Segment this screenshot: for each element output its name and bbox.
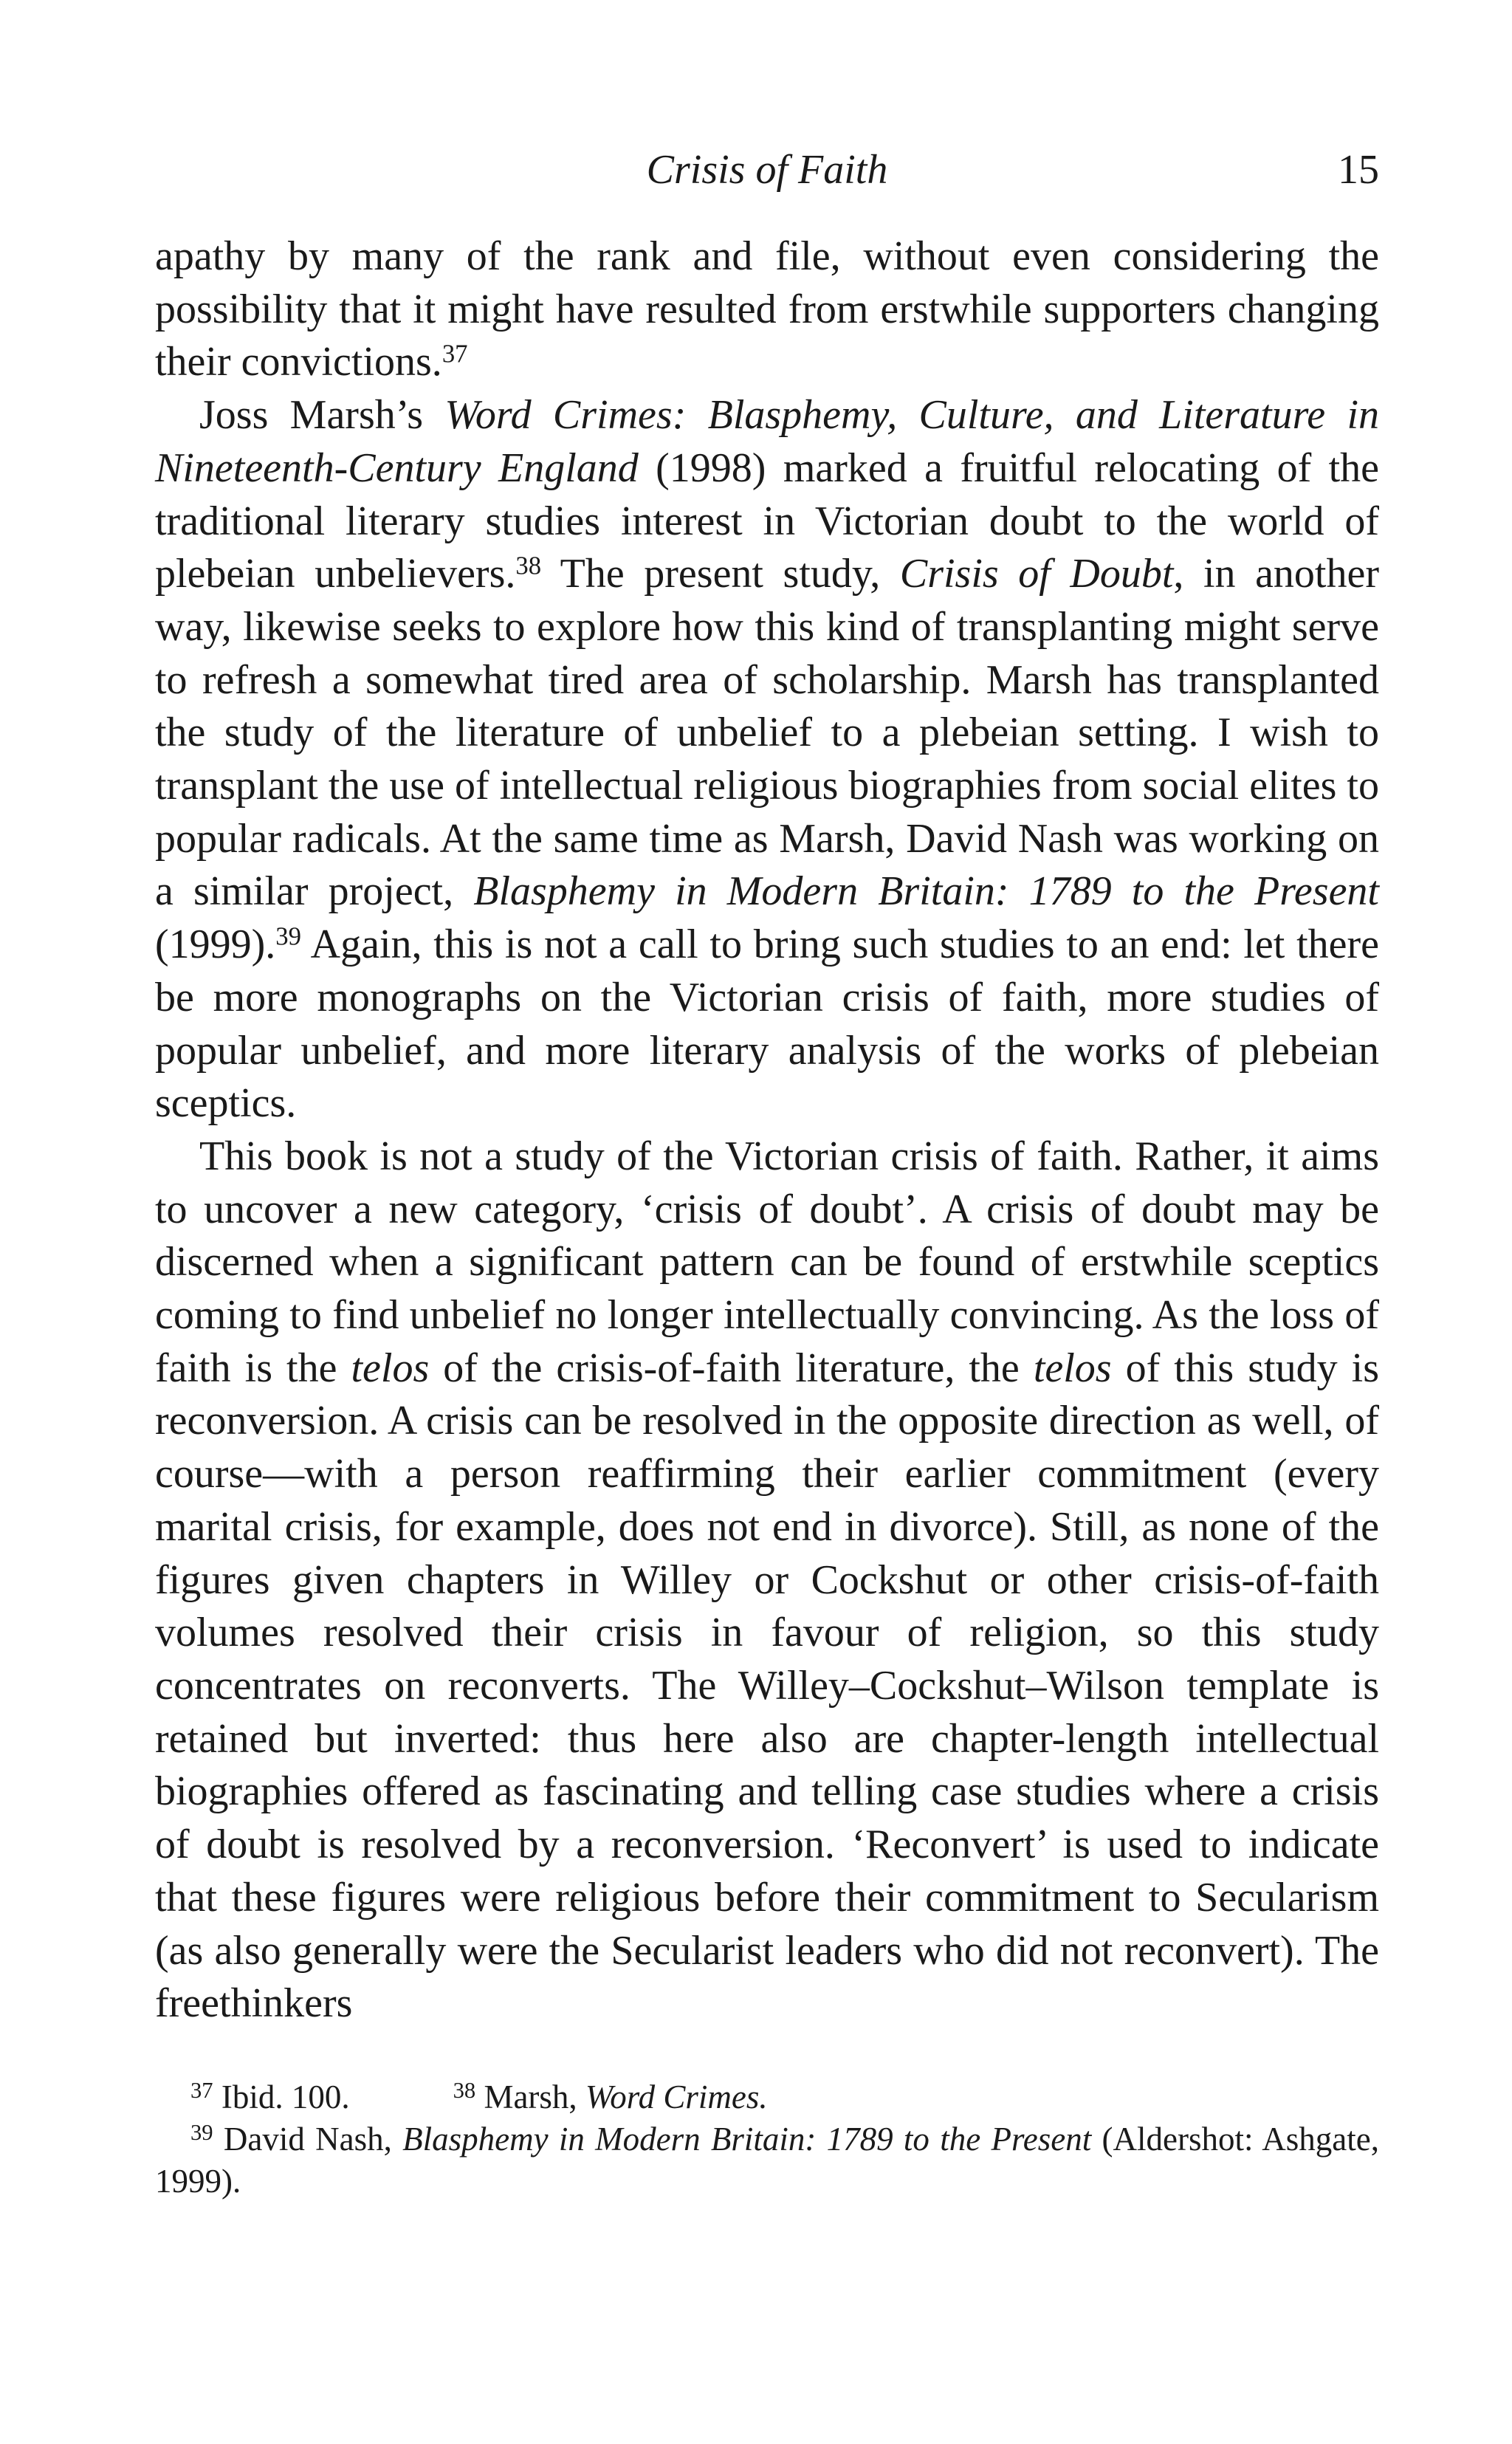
footnote-reference: 38 (515, 551, 542, 580)
paragraph (155, 230, 1379, 389)
footnote-line (155, 2118, 1379, 2203)
text-run: (1999). (155, 921, 276, 968)
italic-text: telos (351, 1345, 430, 1391)
page-number: 15 (1338, 147, 1379, 193)
footnote-reference: 39 (275, 921, 302, 951)
paragraph (155, 1130, 1379, 2031)
footnote-title: Word Crimes. (585, 2079, 768, 2115)
text-run: of this study is reconversion. A crisis can be resolved in the opposite direction as well, of course—with a person reaffirming their earlier commitment (every marital crisis, for example, does not end in divorce). Still, as none of the figures given chapters in Willey or Cockshut or other crisis-of-faith volumes resolved their crisis in favour of religion, so this study concentrates on reconverts. The Willey–Cockshut–Wilson template is retained but inverted: thus here also are chapter-length intellectual biographies offered as fascinating and telling case studies where a crisis of doubt is resolved by a reconversion. ‘Reconvert’ is used to indicate that these figures were religious before their commitment to Secularism (as also generally were the Secularist leaders who did not reconvert). The freethinkers (155, 1345, 1379, 2027)
footnotes (155, 2076, 1379, 2203)
footnote-text: David Nash, (223, 2121, 403, 2158)
text-run: Joss Marsh’s (199, 392, 445, 439)
footnote-number: 37 (190, 2078, 213, 2104)
italic-text: telos (1033, 1345, 1112, 1391)
footnote-text: Ibid. 100. (221, 2079, 350, 2115)
footnote-number: 39 (190, 2120, 213, 2146)
italic-text: Word Crimes: Blasphemy, Culture, and Literature in Nineteenth-Century England (155, 392, 1379, 491)
italic-text: Blasphemy in Modern Britain: 1789 to the Present (473, 868, 1379, 915)
footnote-number: 38 (453, 2078, 476, 2104)
paragraph (155, 389, 1379, 1130)
text-run: This book is not a study of the Victorian crisis of faith. Rather, it aims to uncover a new category, ‘crisis of doubt’. A crisis of doubt may be discerned when a significant pattern can be found of erstwhile sceptics coming to find unbelief no longer intellectually convincing. As the loss of faith is the (155, 1133, 1379, 1391)
body-text (155, 230, 1379, 2031)
running-title: Crisis of Faith (646, 147, 888, 193)
running-head (155, 140, 1379, 199)
footnote-title: Blasphemy in Modern Britain: 1789 to the Present (402, 2121, 1092, 2158)
footnote-reference: 37 (441, 340, 468, 369)
italic-text: Crisis of Doubt (899, 551, 1174, 597)
footnote-line (155, 2076, 1379, 2118)
footnote-text: Marsh, (484, 2079, 585, 2115)
text-run: (1998) marked a fruitful relocating of the traditional literary studies interest in Victorian doubt to the world of plebeian unbelievers. (155, 444, 1379, 597)
text-run: apathy by many of the rank and file, without even considering the possibility that it might have resulted from erstwhile supporters changing their convictions. (155, 233, 1379, 385)
text-run: , in another way, likewise seeks to explore how this kind of transplanting might serve to refresh a somewhat tired area of scholarship. Marsh has transplanted the study of the literature of unbelief to a plebeian setting. I wish to transplant the use of intellectual religious biographies from social elites to popular radicals. At the same time as Marsh, David Nash was working on a similar project, (155, 551, 1379, 915)
footnote-text: (Aldershot: Ashgate, 1999). (155, 2121, 1380, 2200)
text-run: The present study, (541, 551, 900, 597)
text-run: Again, this is not a call to bring such studies to an end: let there be more monographs on the Victorian crisis of faith, more studies of popular unbelief, and more literary analysis of the works of plebeian sceptics. (155, 921, 1379, 1127)
text-run: of the crisis-of-faith literature, the (429, 1345, 1034, 1391)
